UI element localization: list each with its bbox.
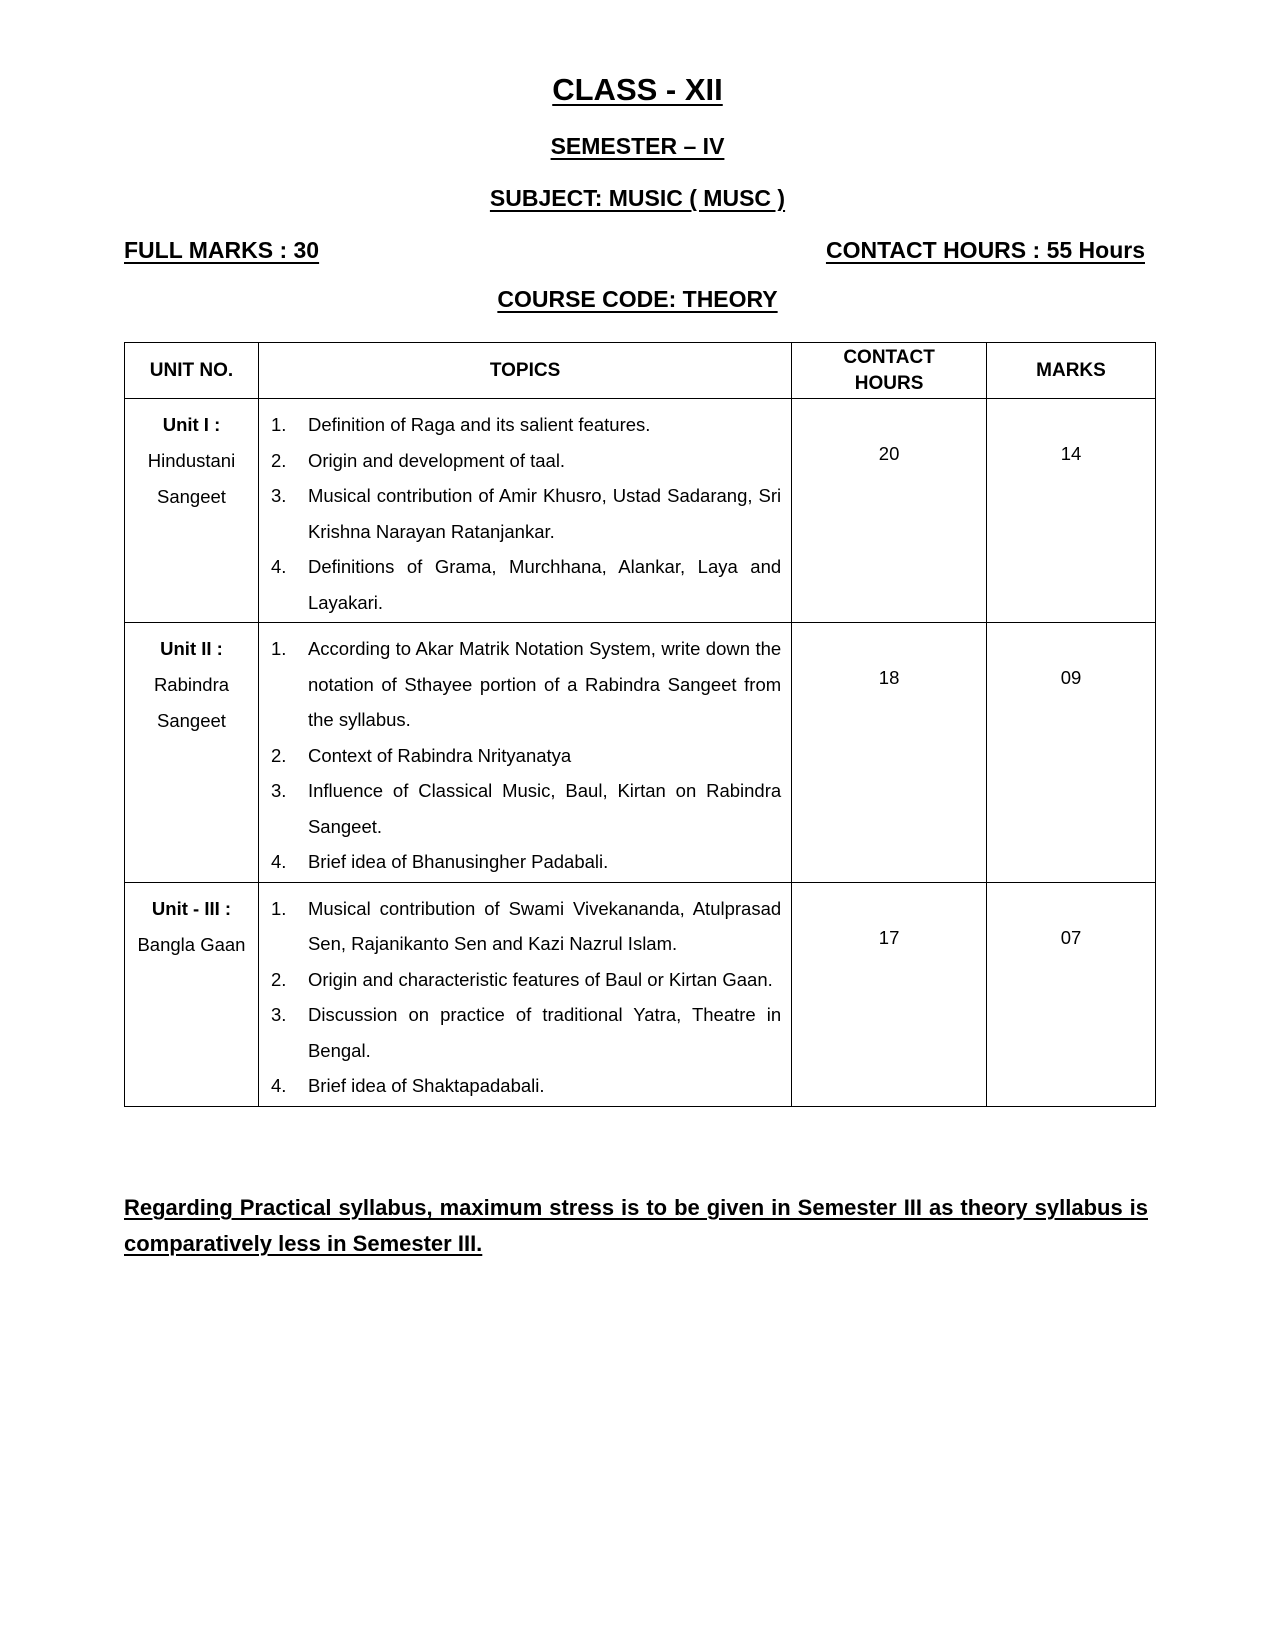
topics-cell: [258, 623, 791, 883]
list-item: [267, 997, 781, 1068]
list-number: 2.: [270, 744, 287, 766]
col-topics: TOPICS: [258, 343, 791, 399]
unit-label: Unit I :: [162, 414, 221, 435]
list-item: [267, 844, 781, 880]
subject-title: SUBJECT: MUSIC ( MUSC ): [489, 185, 786, 211]
unit-label: Unit - III :: [151, 897, 232, 919]
unit-name: Rabindra: [153, 674, 230, 695]
topic-text: Musical contribution of Amir Khusro, Ustad Sadarang, Sri Krishna Narayan Ratanjankar.: [307, 485, 782, 542]
table-row: [125, 399, 1156, 623]
list-number: 1.: [270, 414, 287, 435]
list-item: [267, 1068, 781, 1104]
topic-text: Brief idea of Bhanusingher Padabali.: [307, 851, 609, 872]
full-marks: FULL MARKS : 30: [124, 237, 320, 263]
topic-text: Influence of Classical Music, Baul, Kirtan on Rabindra Sangeet.: [307, 780, 782, 837]
list-item: [267, 773, 781, 844]
col-unit-no: UNIT NO.: [125, 343, 259, 399]
unit-name: Sangeet: [157, 486, 226, 507]
unit-cell: [125, 399, 259, 623]
list-item: [267, 962, 781, 998]
topics-cell: [258, 399, 791, 623]
list-item: [267, 478, 781, 549]
list-item: [267, 443, 781, 479]
topic-text: Definition of Raga and its salient features.: [307, 414, 651, 435]
topic-text: Definitions of Grama, Murchhana, Alankar, Laya and Layakari.: [307, 556, 782, 613]
topic-text: Origin and characteristic features of Baul or Kirtan Gaan.: [307, 968, 773, 990]
marks-cell: 14: [986, 399, 1155, 623]
unit-label: Unit II :: [160, 638, 223, 659]
table-row: [125, 882, 1156, 1106]
topic-text: Origin and development of taal.: [307, 449, 566, 471]
contact-hours: CONTACT HOURS : 55 Hours: [825, 237, 1145, 263]
list-item: [267, 738, 781, 774]
list-number: 1.: [270, 638, 287, 659]
list-number: 3.: [270, 485, 287, 506]
list-number: 2.: [270, 449, 287, 471]
col-marks: MARKS: [986, 343, 1155, 399]
topic-list: [267, 891, 781, 1104]
list-number: 2.: [270, 968, 287, 990]
list-item: [267, 407, 781, 443]
unit-cell: [125, 623, 259, 883]
list-number: 4.: [270, 556, 287, 577]
list-number: 3.: [270, 1004, 287, 1025]
topics-cell: [258, 882, 791, 1106]
topic-text: Discussion on practice of traditional Yatra, Theatre in Bengal.: [307, 1004, 782, 1061]
list-item: [267, 549, 781, 620]
col-contact-hours: CONTACT HOURS: [792, 343, 987, 399]
list-number: 1.: [270, 897, 287, 919]
unit-name: Sangeet: [157, 710, 226, 731]
course-code: COURSE CODE: THEORY: [497, 286, 778, 312]
unit-name: Bangla Gaan: [137, 933, 246, 955]
topic-text: Context of Rabindra Nrityanatya: [307, 744, 572, 766]
unit-cell: [125, 882, 259, 1106]
topic-text: According to Akar Matrik Notation System, write down the notation of Sthayee portion of a Rabindra Sangeet from the syllabus.: [307, 638, 782, 730]
hours-cell: 20: [792, 399, 987, 623]
unit-name: Hindustani: [147, 450, 236, 471]
topic-list: [267, 631, 781, 880]
table-header-row: [125, 343, 1156, 399]
list-item: [267, 891, 781, 962]
list-number: 3.: [270, 780, 287, 801]
class-title: CLASS - XII: [552, 72, 723, 107]
list-number: 4.: [270, 851, 287, 872]
hours-cell: 18: [792, 623, 987, 883]
topic-text: Brief idea of Shaktapadabali.: [307, 1075, 545, 1096]
list-item: [267, 631, 781, 738]
semester-title: SEMESTER – IV: [550, 133, 725, 159]
table-row: [125, 623, 1156, 883]
topic-list: [267, 407, 781, 620]
syllabus-table: [124, 342, 1156, 1107]
hours-cell: 17: [792, 882, 987, 1106]
practical-syllabus-note: Regarding Practical syllabus, maximum stress is to be given in Semester III as theory syllabus is comparatively less in Semester III.: [124, 1195, 1148, 1256]
marks-cell: 07: [986, 882, 1155, 1106]
list-number: 4.: [270, 1075, 287, 1096]
marks-cell: 09: [986, 623, 1155, 883]
topic-text: Musical contribution of Swami Vivekananda, Atulprasad Sen, Rajanikanto Sen and Kazi Nazrul Islam.: [307, 897, 782, 954]
